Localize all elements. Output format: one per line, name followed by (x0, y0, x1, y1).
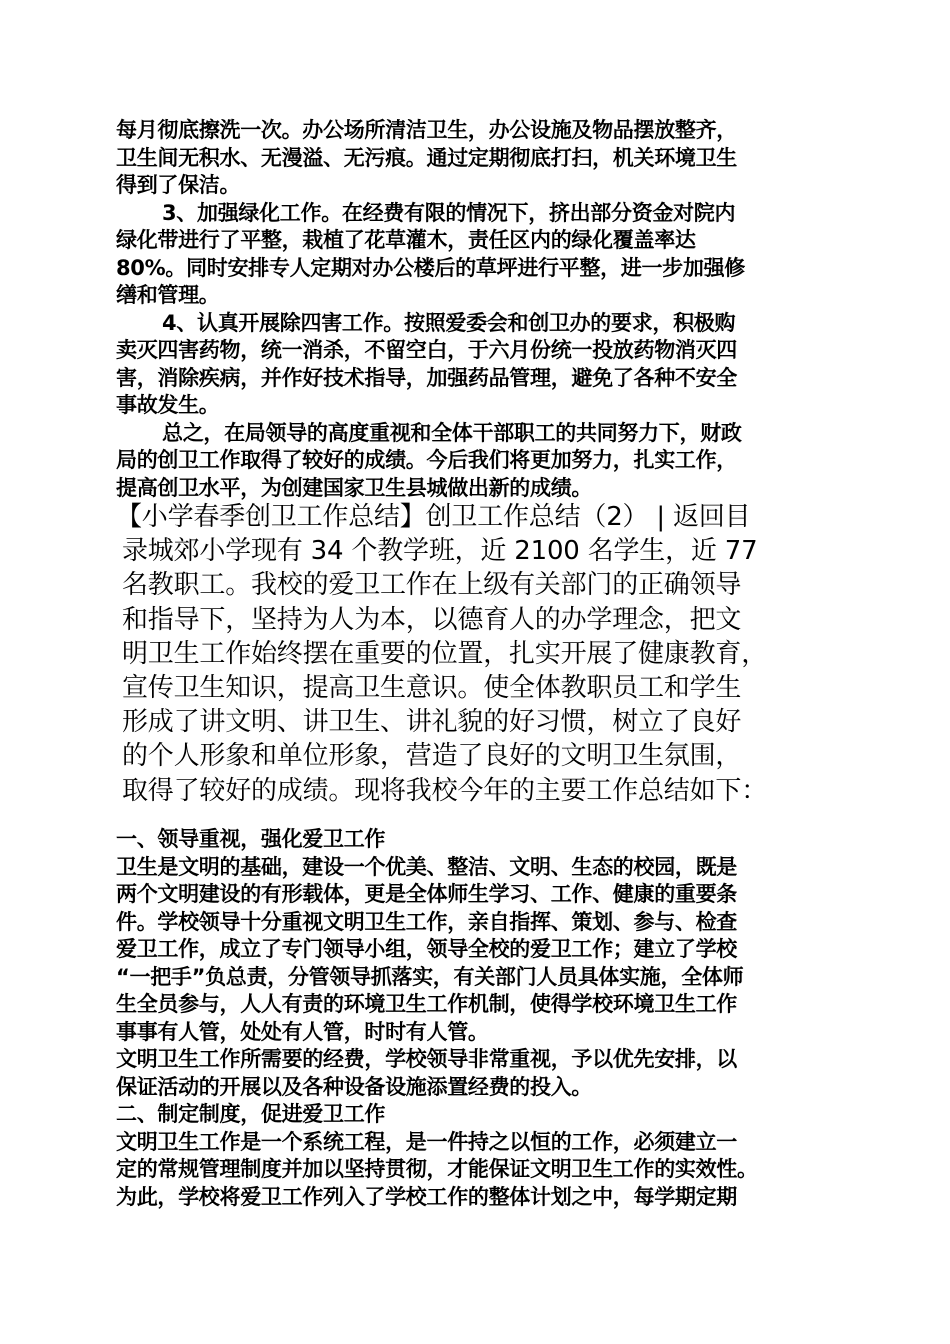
text-line: 3、加强绿化工作。在经费有限的情况下，挤出部分资金对院内 (162, 200, 736, 225)
text-line: 名教职工。我校的爱卫工作在上级有关部门的正确领导 (122, 570, 742, 601)
text-line: 取得了较好的成绩。现将我校今年的主要工作总结如下： (122, 775, 768, 806)
top-section (116, 117, 838, 502)
text-line: 定的常规管理制度并加以坚持贯彻，才能保证文明卫生工作的实效性。 (116, 1157, 758, 1181)
text-line: 事故发生。 (116, 393, 220, 417)
text-line: 文明卫生工作所需要的经费，学校领导非常重视，予以优先安排，以 (116, 1047, 737, 1071)
middle-section (116, 500, 838, 808)
text-line: 提高创卫水平，为创建国家卫生县城做出新的成绩。 (116, 475, 593, 500)
text-line: 4、认真开展除四害工作。按照爱委会和创卫办的要求，积极购 (162, 310, 736, 335)
text-line: 的个人形象和单位形象，营造了良好的文明卫生氛围， (122, 741, 742, 772)
text-line: 录城郊小学现有 34 个教学班，近 2100 名学生，近 77 (122, 536, 758, 567)
text-line: 卖灭四害药物，统一消杀，不留空白，于六月份统一投放药物消灭四 (116, 338, 737, 362)
text-line: 件。学校领导十分重视文明卫生工作，亲自指挥、策划、参与、检查 (116, 909, 737, 934)
text-line: 总之，在局领导的高度重视和全体干部职工的共同努力下，财政 (162, 420, 742, 445)
text-line: 爱卫工作，成立了专门领导小组，领导全校的爱卫工作；建立了学校 (116, 937, 737, 961)
text-line: 形成了讲文明、讲卫生、讲礼貌的好习惯，树立了良好 (122, 707, 742, 738)
text-line: 绿化带进行了平整，栽植了花草灌木，责任区内的绿化覆盖率达 (116, 228, 696, 252)
text-line: “一把手”负总责，分管领导抓落实，有关部门人员具体实施，全体师 (116, 964, 744, 989)
section-heading-line: 【小学春季创卫工作总结】创卫工作总结（2） | 返回目 (116, 502, 751, 532)
text-line: 卫生间无积水、无漫溢、无污痕。通过定期彻底打扫，机关环境卫生 (116, 145, 737, 170)
text-line: 局的创卫工作取得了较好的成绩。今后我们将更加努力，扎实工作， (116, 448, 737, 472)
section-heading: 一、领导重视，强化爱卫工作 (116, 827, 386, 851)
text-line: 为此，学校将爱卫工作列入了学校工作的整体计划之中，每学期定期 (116, 1184, 737, 1209)
text-line: 事事有人管，处处有人管，时时有人管。 (116, 1019, 489, 1044)
text-line: 80%。同时安排专人定期对办公楼后的草坪进行平整，进一步加强修 (116, 255, 745, 280)
section-heading: 二、制定制度，促进爱卫工作 (116, 1102, 386, 1126)
text-line: 每月彻底擦洗一次。办公场所清洁卫生，办公设施及物品摆放整齐， (116, 118, 737, 142)
text-line: 缮和管理。 (116, 283, 220, 307)
text-line: 两个文明建设的有形载体，更是全体师生学习、工作、健康的重要条 (116, 882, 737, 906)
text-line: 明卫生工作始终摆在重要的位置，扎实开展了健康教育， (122, 638, 768, 669)
text-line: 宣传卫生知识，提高卫生意识。使全体教职员工和学生 (122, 672, 742, 703)
text-line: 得到了保洁。 (116, 173, 241, 197)
text-line: 生全员参与，人人有责的环境卫生工作机制，使得学校环境卫生工作 (116, 992, 737, 1016)
text-line: 害，消除疾病，并作好技术指导，加强药品管理，避免了各种不安全 (116, 365, 737, 390)
text-line: 文明卫生工作是一个系统工程，是一件持之以恒的工作，必须建立一 (116, 1129, 737, 1154)
bottom-section (116, 826, 838, 1211)
text-line: 保证活动的开展以及各种设备设施添置经费的投入。 (116, 1074, 593, 1099)
text-line: 卫生是文明的基础，建设一个优美、整洁、文明、生态的校园，既是 (116, 854, 737, 879)
text-line: 和指导下，坚持为人为本，以德育人的办学理念，把文 (122, 604, 742, 635)
